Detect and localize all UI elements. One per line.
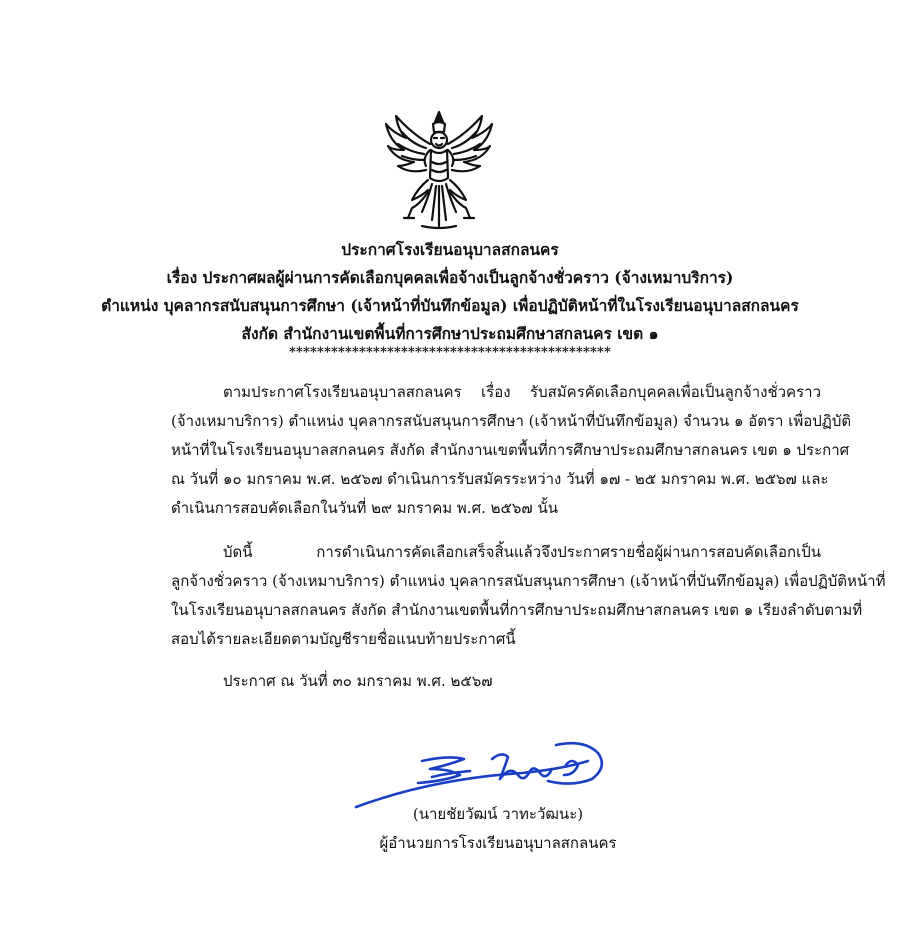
signer-title: ผู้อำนวยการโรงเรียนอนุบาลสกลนคร xyxy=(379,834,617,852)
paragraph-1-line: (จ้างเหมาบริการ) ตำแหน่ง บุคลากรสนับสนุนการศึกษา (เจ้าหน้าที่บันทึกข้อมูล) จำนวน ๑ อัตรา เพื่อปฏิบัติ xyxy=(171,412,852,430)
announcement-subject: เรื่อง ประกาศผลผู้ผ่านการคัดเลือกบุคคลเพื่อจ้างเป็นลูกจ้างชั่วคราว (จ้างเหมาบริการ) xyxy=(166,268,734,287)
announcement-date: ประกาศ ณ วันที่ ๓๐ มกราคม พ.ศ. ๒๕๖๗ xyxy=(223,672,493,690)
paragraph-1-line: ณ วันที่ ๑๐ มกราคม พ.ศ. ๒๕๖๗ ดำเนินการรับสมัครระหว่าง วันที่ ๑๗ - ๒๕ มกราคม พ.ศ. ๒๕๖๗ และ xyxy=(171,470,829,488)
separator-line: ********************************************** xyxy=(289,345,611,360)
paragraph-2-line: ลูกจ้างชั่วคราว (จ้างเหมาบริการ) ตำแหน่ง บุคลากรสนับสนุนการศึกษา (เจ้าหน้าที่บันทึกข้อมูล) เพื่อปฏิบัติหน้าที่ xyxy=(171,572,886,590)
paragraph-1-line: ดำเนินการสอบคัดเลือกในวันที่ ๒๙ มกราคม พ.ศ. ๒๕๖๗ นั้น xyxy=(171,499,558,517)
announcement-affiliation: สังกัด สำนักงานเขตพื้นที่การศึกษาประถมศึกษาสกลนคร เขต ๑ xyxy=(241,324,659,343)
announcement-position: ตำแหน่ง บุคลากรสนับสนุนการศึกษา (เจ้าหน้าที่บันทึกข้อมูล) เพื่อปฏิบัติหน้าที่ในโรงเรียนอนุบาลสกลนคร xyxy=(101,296,799,315)
paragraph-2-line: ในโรงเรียนอนุบาลสกลนคร สังกัด สำนักงานเขตพื้นที่การศึกษาประถมศึกษาสกลนคร เขต ๑ เรียงลำดับตามที่ xyxy=(171,601,863,619)
paragraph-1-line: หน้าที่ในโรงเรียนอนุบาลสกลนคร สังกัด สำนักงานเขตพื้นที่การศึกษาประถมศึกษาสกลนคร เขต ๑ ประกาศ xyxy=(171,441,850,459)
paragraph-1-line: ตามประกาศโรงเรียนอนุบาลสกลนคร เรื่อง รับสมัครคัดเลือกบุคคลเพื่อเป็นลูกจ้างชั่วคราว xyxy=(223,383,821,401)
announcement-title: ประกาศโรงเรียนอนุบาลสกลนคร xyxy=(341,240,559,259)
signer-name: (นายชัยวัฒน์ วาทะวัฒนะ) xyxy=(412,805,584,823)
paragraph-2-line: สอบได้รายละเอียดตามบัญชีรายชื่อแนบท้ายประกาศนี้ xyxy=(171,630,516,648)
paragraph-2-line: บัดนี้ การดำเนินการคัดเลือกเสร็จสิ้นแล้วจึงประกาศรายชื่อผู้ผ่านการสอบคัดเลือกเป็น xyxy=(223,543,821,561)
garuda-emblem-icon xyxy=(382,108,496,230)
